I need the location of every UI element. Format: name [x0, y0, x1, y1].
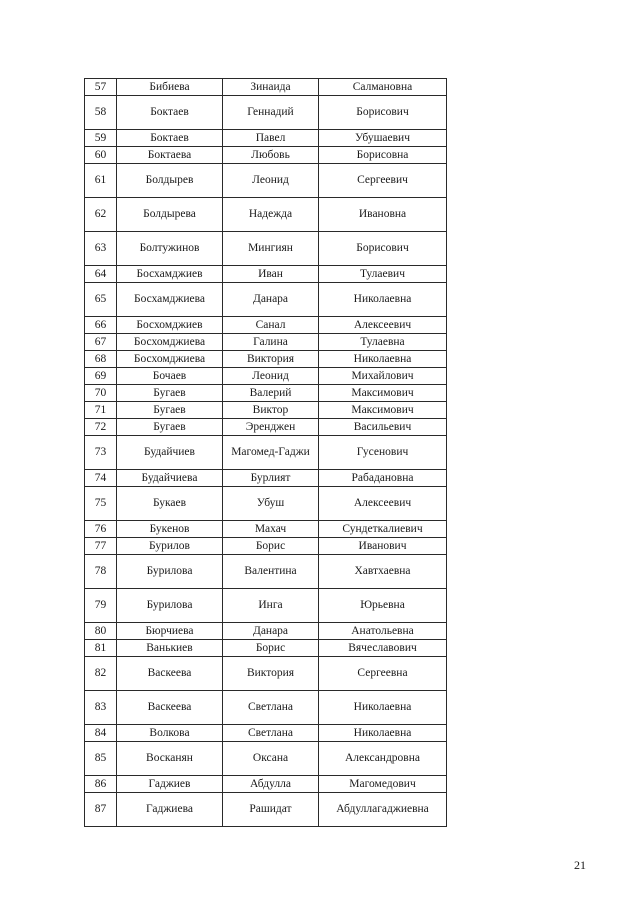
patronymic-cell: Абдуллагаджиевна	[319, 793, 447, 827]
table-row	[85, 164, 447, 198]
row-number-cell: 77	[85, 538, 117, 555]
row-number-cell: 70	[85, 385, 117, 402]
last-name-cell: Боктаев	[117, 96, 223, 130]
row-number-cell: 78	[85, 555, 117, 589]
first-name-cell: Данара	[223, 623, 319, 640]
patronymic-cell: Александровна	[319, 742, 447, 776]
last-name-cell: Бибиева	[117, 79, 223, 96]
row-number-cell: 64	[85, 266, 117, 283]
row-number-cell: 57	[85, 79, 117, 96]
last-name-cell: Гаджиев	[117, 776, 223, 793]
table-row	[85, 555, 447, 589]
first-name-cell: Виктория	[223, 657, 319, 691]
table-row	[85, 436, 447, 470]
first-name-cell: Валерий	[223, 385, 319, 402]
last-name-cell: Васкеева	[117, 691, 223, 725]
first-name-cell: Мингиян	[223, 232, 319, 266]
patronymic-cell: Николаевна	[319, 283, 447, 317]
last-name-cell: Боктаев	[117, 130, 223, 147]
row-number-cell: 81	[85, 640, 117, 657]
row-number-cell: 67	[85, 334, 117, 351]
table-row	[85, 232, 447, 266]
patronymic-cell: Борисовна	[319, 147, 447, 164]
patronymic-cell: Максимович	[319, 402, 447, 419]
last-name-cell: Босхамджиев	[117, 266, 223, 283]
first-name-cell: Магомед-Гаджи	[223, 436, 319, 470]
table-row	[85, 487, 447, 521]
patronymic-cell: Борисович	[319, 96, 447, 130]
first-name-cell: Оксана	[223, 742, 319, 776]
table-row	[85, 147, 447, 164]
patronymic-cell: Алексеевич	[319, 317, 447, 334]
last-name-cell: Гаджиева	[117, 793, 223, 827]
last-name-cell: Букенов	[117, 521, 223, 538]
first-name-cell: Эренджен	[223, 419, 319, 436]
row-number-cell: 61	[85, 164, 117, 198]
table-row	[85, 776, 447, 793]
table-row	[85, 640, 447, 657]
first-name-cell: Виктория	[223, 351, 319, 368]
last-name-cell: Восканян	[117, 742, 223, 776]
row-number-cell: 83	[85, 691, 117, 725]
table-row	[85, 470, 447, 487]
table-row	[85, 793, 447, 827]
last-name-cell: Болдырева	[117, 198, 223, 232]
last-name-cell: Бюрчиева	[117, 623, 223, 640]
patronymic-cell: Гусенович	[319, 436, 447, 470]
table-row	[85, 419, 447, 436]
last-name-cell: Бугаев	[117, 402, 223, 419]
patronymic-cell: Николаевна	[319, 691, 447, 725]
last-name-cell: Боктаева	[117, 147, 223, 164]
first-name-cell: Виктор	[223, 402, 319, 419]
row-number-cell: 85	[85, 742, 117, 776]
first-name-cell: Галина	[223, 334, 319, 351]
table-row	[85, 742, 447, 776]
last-name-cell: Болдырев	[117, 164, 223, 198]
row-number-cell: 74	[85, 470, 117, 487]
table-row	[85, 402, 447, 419]
table-row	[85, 198, 447, 232]
first-name-cell: Геннадий	[223, 96, 319, 130]
last-name-cell: Васкеева	[117, 657, 223, 691]
first-name-cell: Любовь	[223, 147, 319, 164]
last-name-cell: Ванькиев	[117, 640, 223, 657]
patronymic-cell: Максимович	[319, 385, 447, 402]
patronymic-cell: Убушаевич	[319, 130, 447, 147]
patronymic-cell: Николаевна	[319, 725, 447, 742]
patronymic-cell: Юрьевна	[319, 589, 447, 623]
first-name-cell: Павел	[223, 130, 319, 147]
row-number-cell: 63	[85, 232, 117, 266]
table-row	[85, 317, 447, 334]
patronymic-cell: Сергеевич	[319, 164, 447, 198]
last-name-cell: Босхомджиева	[117, 334, 223, 351]
last-name-cell: Будайчиев	[117, 436, 223, 470]
table-row	[85, 589, 447, 623]
first-name-cell: Рашидат	[223, 793, 319, 827]
patronymic-cell: Анатольевна	[319, 623, 447, 640]
row-number-cell: 79	[85, 589, 117, 623]
row-number-cell: 80	[85, 623, 117, 640]
table-row	[85, 385, 447, 402]
last-name-cell: Босхамджиева	[117, 283, 223, 317]
first-name-cell: Абдулла	[223, 776, 319, 793]
last-name-cell: Волкова	[117, 725, 223, 742]
table-row	[85, 351, 447, 368]
patronymic-cell: Алексеевич	[319, 487, 447, 521]
patronymic-cell: Ивановна	[319, 198, 447, 232]
last-name-cell: Бугаев	[117, 419, 223, 436]
table-row	[85, 725, 447, 742]
table-row	[85, 691, 447, 725]
persons-table	[84, 78, 447, 827]
last-name-cell: Бурилова	[117, 589, 223, 623]
first-name-cell: Махач	[223, 521, 319, 538]
row-number-cell: 75	[85, 487, 117, 521]
table-row	[85, 623, 447, 640]
first-name-cell: Иван	[223, 266, 319, 283]
table-row	[85, 79, 447, 96]
patronymic-cell: Николаевна	[319, 351, 447, 368]
row-number-cell: 68	[85, 351, 117, 368]
page-number: 21	[574, 858, 586, 872]
patronymic-cell: Салмановна	[319, 79, 447, 96]
patronymic-cell: Сундеткалиевич	[319, 521, 447, 538]
patronymic-cell: Васильевич	[319, 419, 447, 436]
row-number-cell: 60	[85, 147, 117, 164]
last-name-cell: Болтужинов	[117, 232, 223, 266]
table-row	[85, 521, 447, 538]
row-number-cell: 71	[85, 402, 117, 419]
first-name-cell: Инга	[223, 589, 319, 623]
last-name-cell: Букаев	[117, 487, 223, 521]
table-row	[85, 368, 447, 385]
first-name-cell: Данара	[223, 283, 319, 317]
table-row	[85, 657, 447, 691]
table-row	[85, 96, 447, 130]
row-number-cell: 62	[85, 198, 117, 232]
row-number-cell: 58	[85, 96, 117, 130]
table-row	[85, 266, 447, 283]
first-name-cell: Санал	[223, 317, 319, 334]
patronymic-cell: Рабадановна	[319, 470, 447, 487]
first-name-cell: Леонид	[223, 164, 319, 198]
patronymic-cell: Борисович	[319, 232, 447, 266]
last-name-cell: Будайчиева	[117, 470, 223, 487]
first-name-cell: Убуш	[223, 487, 319, 521]
row-number-cell: 65	[85, 283, 117, 317]
first-name-cell: Леонид	[223, 368, 319, 385]
first-name-cell: Борис	[223, 538, 319, 555]
table-row	[85, 283, 447, 317]
first-name-cell: Борис	[223, 640, 319, 657]
last-name-cell: Бурилова	[117, 555, 223, 589]
row-number-cell: 82	[85, 657, 117, 691]
last-name-cell: Бочаев	[117, 368, 223, 385]
first-name-cell: Зинаида	[223, 79, 319, 96]
first-name-cell: Светлана	[223, 725, 319, 742]
row-number-cell: 84	[85, 725, 117, 742]
persons-table-body	[85, 79, 447, 827]
row-number-cell: 87	[85, 793, 117, 827]
patronymic-cell: Вячеславович	[319, 640, 447, 657]
first-name-cell: Бурлият	[223, 470, 319, 487]
row-number-cell: 59	[85, 130, 117, 147]
patronymic-cell: Тулаевич	[319, 266, 447, 283]
patronymic-cell: Иванович	[319, 538, 447, 555]
first-name-cell: Валентина	[223, 555, 319, 589]
row-number-cell: 73	[85, 436, 117, 470]
table-row	[85, 334, 447, 351]
table-row	[85, 538, 447, 555]
patronymic-cell: Хавтхаевна	[319, 555, 447, 589]
last-name-cell: Бугаев	[117, 385, 223, 402]
patronymic-cell: Магомедович	[319, 776, 447, 793]
patronymic-cell: Михайлович	[319, 368, 447, 385]
first-name-cell: Надежда	[223, 198, 319, 232]
table-row	[85, 130, 447, 147]
row-number-cell: 76	[85, 521, 117, 538]
last-name-cell: Босхомджиева	[117, 351, 223, 368]
last-name-cell: Босхомджиев	[117, 317, 223, 334]
row-number-cell: 72	[85, 419, 117, 436]
row-number-cell: 69	[85, 368, 117, 385]
patronymic-cell: Сергеевна	[319, 657, 447, 691]
patronymic-cell: Тулаевна	[319, 334, 447, 351]
row-number-cell: 66	[85, 317, 117, 334]
row-number-cell: 86	[85, 776, 117, 793]
last-name-cell: Бурилов	[117, 538, 223, 555]
first-name-cell: Светлана	[223, 691, 319, 725]
